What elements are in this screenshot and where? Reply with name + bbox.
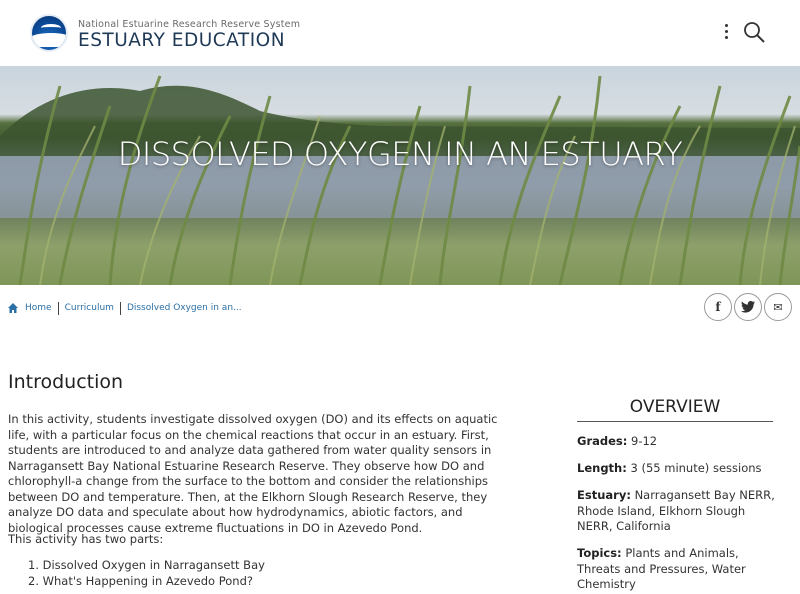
- breadcrumb: [8, 300, 242, 316]
- list-item: 2. What's Happening in Azevedo Pond?: [28, 574, 253, 588]
- section-heading-introduction: Introduction: [8, 371, 124, 393]
- breadcrumb-separator: [58, 302, 59, 315]
- grades-label: Grades:: [577, 434, 628, 448]
- more-vertical-icon[interactable]: [722, 22, 730, 44]
- noaa-logo[interactable]: [30, 14, 68, 52]
- breadcrumb-home-link[interactable]: Home: [25, 303, 52, 313]
- hero-banner: [0, 66, 800, 285]
- twitter-icon: [741, 301, 755, 313]
- breadcrumb-separator: [120, 302, 121, 315]
- length-value: 3 (55 minute) sessions: [630, 461, 762, 475]
- overview-grades: [577, 434, 777, 450]
- org-name[interactable]: National Estuarine Research Reserve System: [78, 19, 301, 30]
- estuary-label: Estuary:: [577, 488, 631, 502]
- overview-heading: OVERVIEW: [577, 397, 773, 422]
- email-icon: ✉: [773, 300, 783, 314]
- list-item: 1. Dissolved Oxygen in Narragansett Bay: [28, 558, 265, 572]
- facebook-share-button[interactable]: [704, 293, 732, 321]
- topics-value: Plants and Animals, Threats and Pressures, Water Chemistry: [577, 546, 746, 591]
- search-icon[interactable]: [742, 20, 766, 44]
- length-label: Length:: [577, 461, 627, 475]
- parts-intro-text: This activity has two parts:: [8, 532, 164, 546]
- email-share-button[interactable]: [764, 293, 792, 321]
- hero-grass-image: [0, 66, 800, 285]
- breadcrumb-curriculum-link[interactable]: Curriculum: [64, 303, 114, 313]
- intro-paragraph: In this activity, students investigate dissolved oxygen (DO) and its effects on aquatic life, with a particular focus on the chemical reactions that occur in an estuary. First, students are introduced to and analyze data gathered from water quality sensors in Narragansett Bay National Estuarine Research Reserve. They observe how DO and chlorophyll-a change from the surface to the bottom and consider the relationships between DO and temperature. Then, at the Elkhorn Slough Research Reserve, they analyze DO data and speculate about how hydrodynamics, abiotic factors, and biological processes cause extreme fluctuations in DO in Azevedo Pond.: [8, 412, 498, 535]
- overview-estuary: [577, 488, 777, 535]
- site-header: [0, 0, 800, 66]
- twitter-share-button[interactable]: [734, 293, 762, 321]
- topics-label: Topics:: [577, 546, 622, 560]
- logo-wave-shape: [30, 33, 68, 47]
- grades-value: 9-12: [631, 434, 658, 448]
- estuary-value: Narragansett Bay NERR, Rhode Island, Elkhorn Slough NERR, California: [577, 488, 775, 533]
- page-title: DISSOLVED OXYGEN IN AN ESTUARY: [117, 135, 683, 173]
- overview-length: [577, 461, 777, 477]
- site-title[interactable]: ESTUARY EDUCATION: [78, 30, 286, 51]
- overview-topics: [577, 546, 777, 593]
- facebook-icon: f: [715, 300, 721, 314]
- home-icon[interactable]: [8, 303, 18, 313]
- breadcrumb-current-link[interactable]: Dissolved Oxygen in an...: [126, 303, 242, 313]
- parts-list: [28, 557, 265, 589]
- logo-bird-shape: [41, 24, 61, 32]
